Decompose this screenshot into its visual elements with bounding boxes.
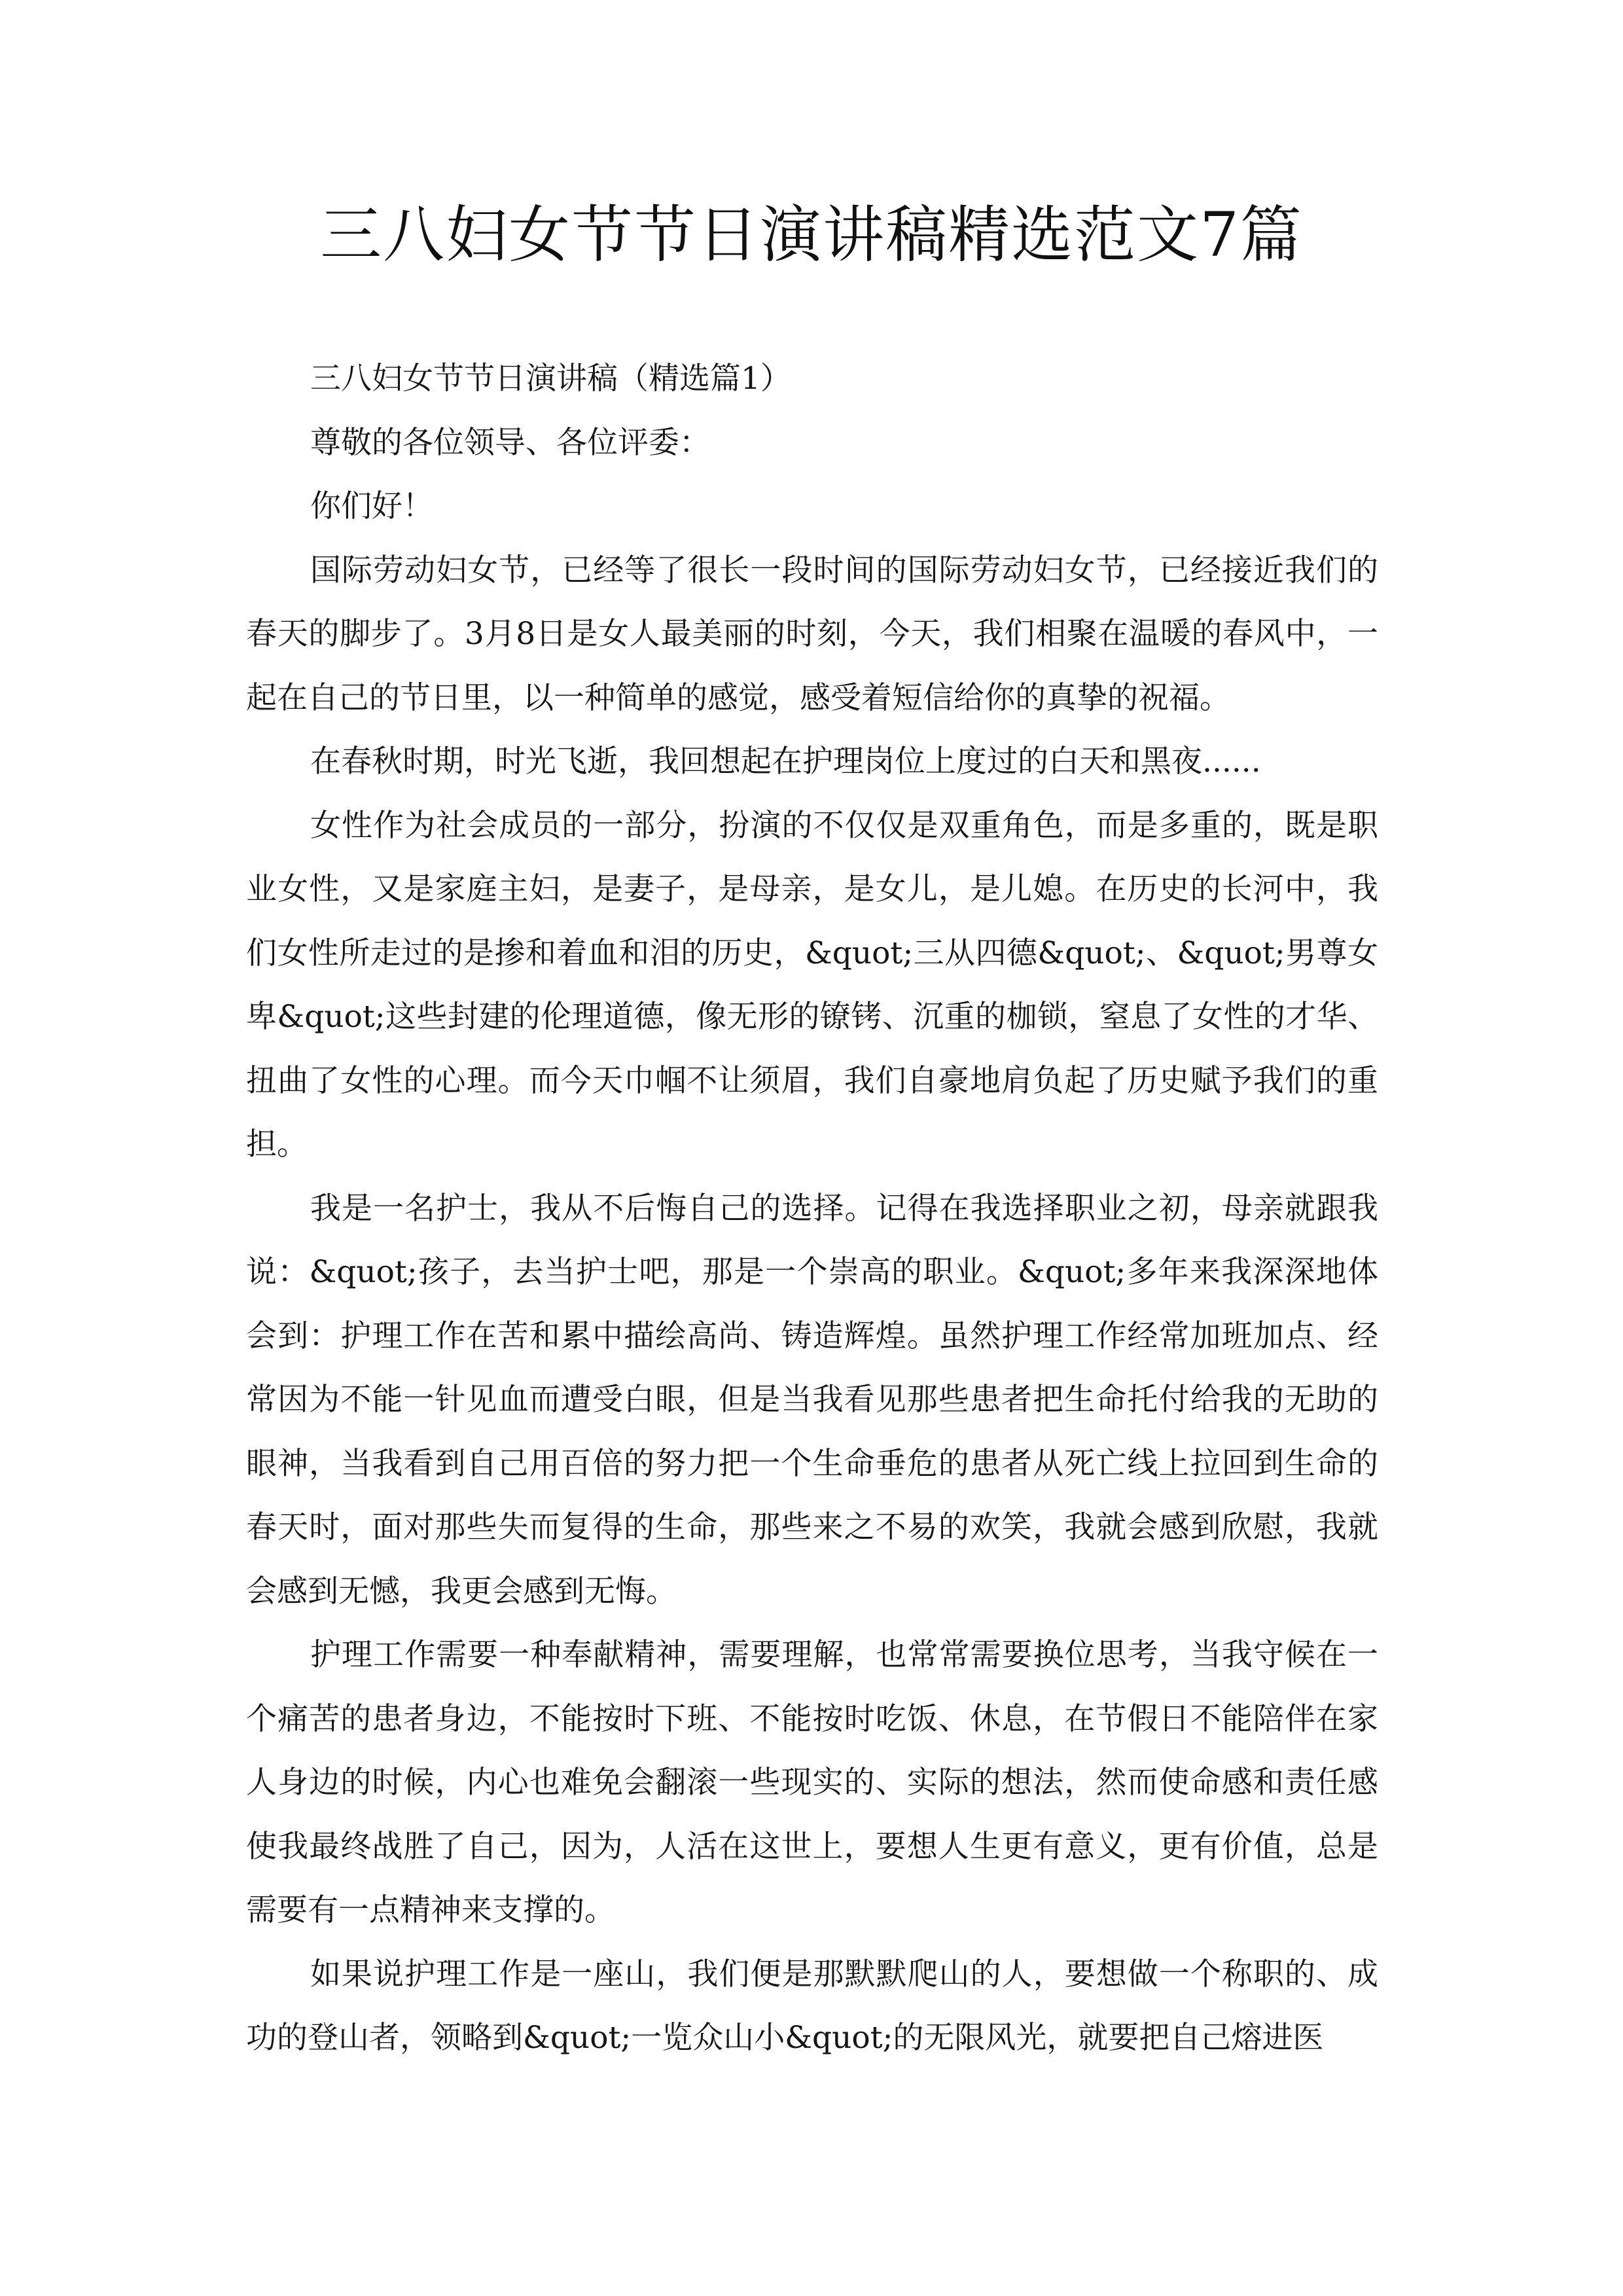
paragraph: 如果说护理工作是一座山，我们便是那默默爬山的人，要想做一个称职的、成功的登山者，领略到&quot;一览众山小&quot;的无限风光，就要把自己熔进医 bbox=[246, 1956, 1378, 2056]
document-title: 三八妇女节节日演讲稿精选范文7篇 bbox=[320, 200, 1303, 271]
paragraph: 在春秋时期，时光飞逝，我回想起在护理岗位上度过的白天和黑夜...... bbox=[310, 744, 1261, 780]
paragraph: 国际劳动妇女节，已经等了很长一段时间的国际劳动妇女节，已经接近我们的春天的脚步了。3月8日是女人最美丽的时刻，今天，我们相聚在温暖的春风中，一起在自己的节日里，以一种简单的感觉，感受着短信给你的真挚的祝福。 bbox=[246, 552, 1378, 716]
section-heading: 三八妇女节节日演讲稿（精选篇1） bbox=[310, 361, 791, 397]
greeting: 你们好！ bbox=[310, 488, 433, 524]
salutation: 尊敬的各位领导、各位评委： bbox=[310, 424, 710, 461]
paragraph: 女性作为社会成员的一部分，扮演的不仅仅是双重角色，而是多重的，既是职业女性，又是家庭主妇，是妻子，是母亲，是女儿，是儿媳。在历史的长河中，我们女性所走过的是掺和着血和泪的历史，&quot;三从四德&quot;、&quot;男尊女卑&quot;这些封建的伦理道德，像无形的镣铐、沉重的枷锁，窒息了女性的才华、扭曲了女性的心理。而今天巾帼不让须眉，我们自豪地肩负起了历史赋予我们的重担。 bbox=[246, 807, 1378, 1162]
paragraph: 护理工作需要一种奉献精神，需要理解，也常常需要换位思考，当我守候在一个痛苦的患者身边，不能按时下班、不能按时吃饭、休息，在节假日不能陪伴在家人身边的时候，内心也难免会翻滚一些现实的、实际的想法，然而使命感和责任感使我最终战胜了自己，因为，人活在这世上，要想人生更有意义，更有价值，总是需要有一点精神来支撑的。 bbox=[246, 1637, 1378, 1928]
document-body bbox=[246, 347, 1378, 2070]
paragraph: 我是一名护士，我从不后悔自己的选择。记得在我选择职业之初，母亲就跟我说：&quot;孩子，去当护士吧，那是一个崇高的职业。&quot;多年来我深深地体会到：护理工作在苦和累中描绘高尚、铸造辉煌。虽然护理工作经常加班加点、经常因为不能一针见血而遭受白眼，但是当我看见那些患者把生命托付给我的无助的眼神，当我看到自己用百倍的努力把一个生命垂危的患者从死亡线上拉回到生命的春天时，面对那些失而复得的生命，那些来之不易的欢笑，我就会感到欣慰，我就会感到无憾，我更会感到无悔。 bbox=[246, 1190, 1378, 1609]
